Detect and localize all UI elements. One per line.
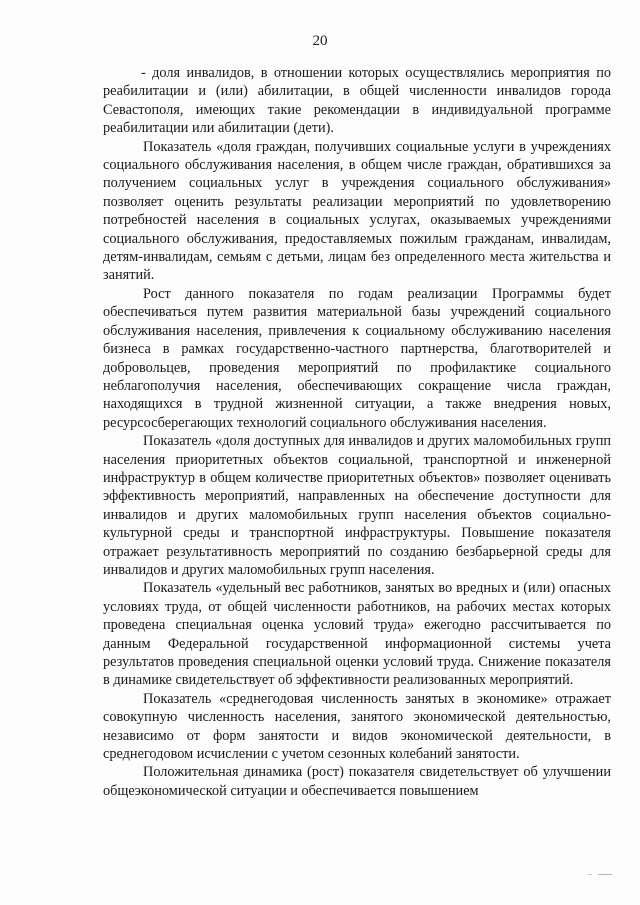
document-body: [103, 64, 611, 800]
paragraph-harmful-conditions-indicator: Показатель «удельный вес работников, занятых во вредных и (или) опасных условиях труда, от общей численности работников, на рабочих местах которых проведена специальная оценка условий труда» ежегодно рассчитывается по данным Федеральной государственной информационной системы учета результатов проведения специальной оценки условий труда. Снижение показателя в динамике свидетельствует об эффективности реализованных мероприятий.: [103, 580, 611, 689]
paragraph-disabled-rehabilitation-indicator: - доля инвалидов, в отношении которых осуществлялись мероприятия по реабилитации и (или) абилитации, в общей численности инвалидов города Севастополя, имеющих такие рекомендации в индивидуальной программе реабилитации или абилитации (дети).: [103, 65, 611, 137]
paragraph-social-services-indicator: Показатель «доля граждан, получивших социальные услуги в учреждениях социального обслуживания населения, в общем числе граждан, обратившихся за получением социальных услуг в учреждения социального обслуживания» позволяет оценить результаты реализации мероприятий по удовлетворению потребностей населения в социальных услугах, оказываемых учреждениями социального обслуживания, предоставляемых пожилым гражданам, инвалидам, детям-инвалидам, семьям с детьми, лицам без определенного места жительства и занятий.: [103, 138, 611, 284]
scan-mark: [598, 874, 612, 875]
page-number: 20: [312, 33, 328, 49]
paragraph-employment-indicator: Показатель «среднегодовая численность занятых в экономике» отражает совокупную численность населения, занятого экономической деятельностью, независимо от форм занятости и видов экономической деятельности, в среднегодовом исчислении с учетом сезонных колебаний занятости.: [103, 690, 611, 763]
paragraph-indicator-growth: Рост данного показателя по годам реализации Программы будет обеспечиваться путем развития материальной базы учреждений социального обслуживания населения, привлечения к социальному обслуживанию населения бизнеса в рамках государственно-частного партнерства, благотворителей и добровольцев, проведения мероприятий по профилактике социального неблагополучия населения, обеспечивающих сокращение числа граждан, находящихся в трудной жизненной ситуации, а также внедрения новых, ресурсосберегающих технологий социального обслуживания населения.: [103, 285, 611, 431]
paragraph-positive-dynamics: Положительная динамика (рост) показателя свидетельствует об улучшении общеэкономической ситуации и обеспечивается повышением: [103, 764, 611, 799]
scan-mark: [588, 874, 592, 875]
paragraph-accessibility-indicator: Показатель «доля доступных для инвалидов и других маломобильных групп населения приоритетных объектов социальной, транспортной и инженерной инфраструктур в общем количестве приоритетных объектов» позволяет оценивать эффективность мероприятий, направленных на обеспечение доступности для инвалидов и других маломобильных групп населения объектов социально-культурной среды и транспортной инфраструктуры. Повышение показателя отражает результативность мероприятий по созданию безбарьерной среды для инвалидов и других маломобильных групп населения.: [103, 433, 611, 578]
